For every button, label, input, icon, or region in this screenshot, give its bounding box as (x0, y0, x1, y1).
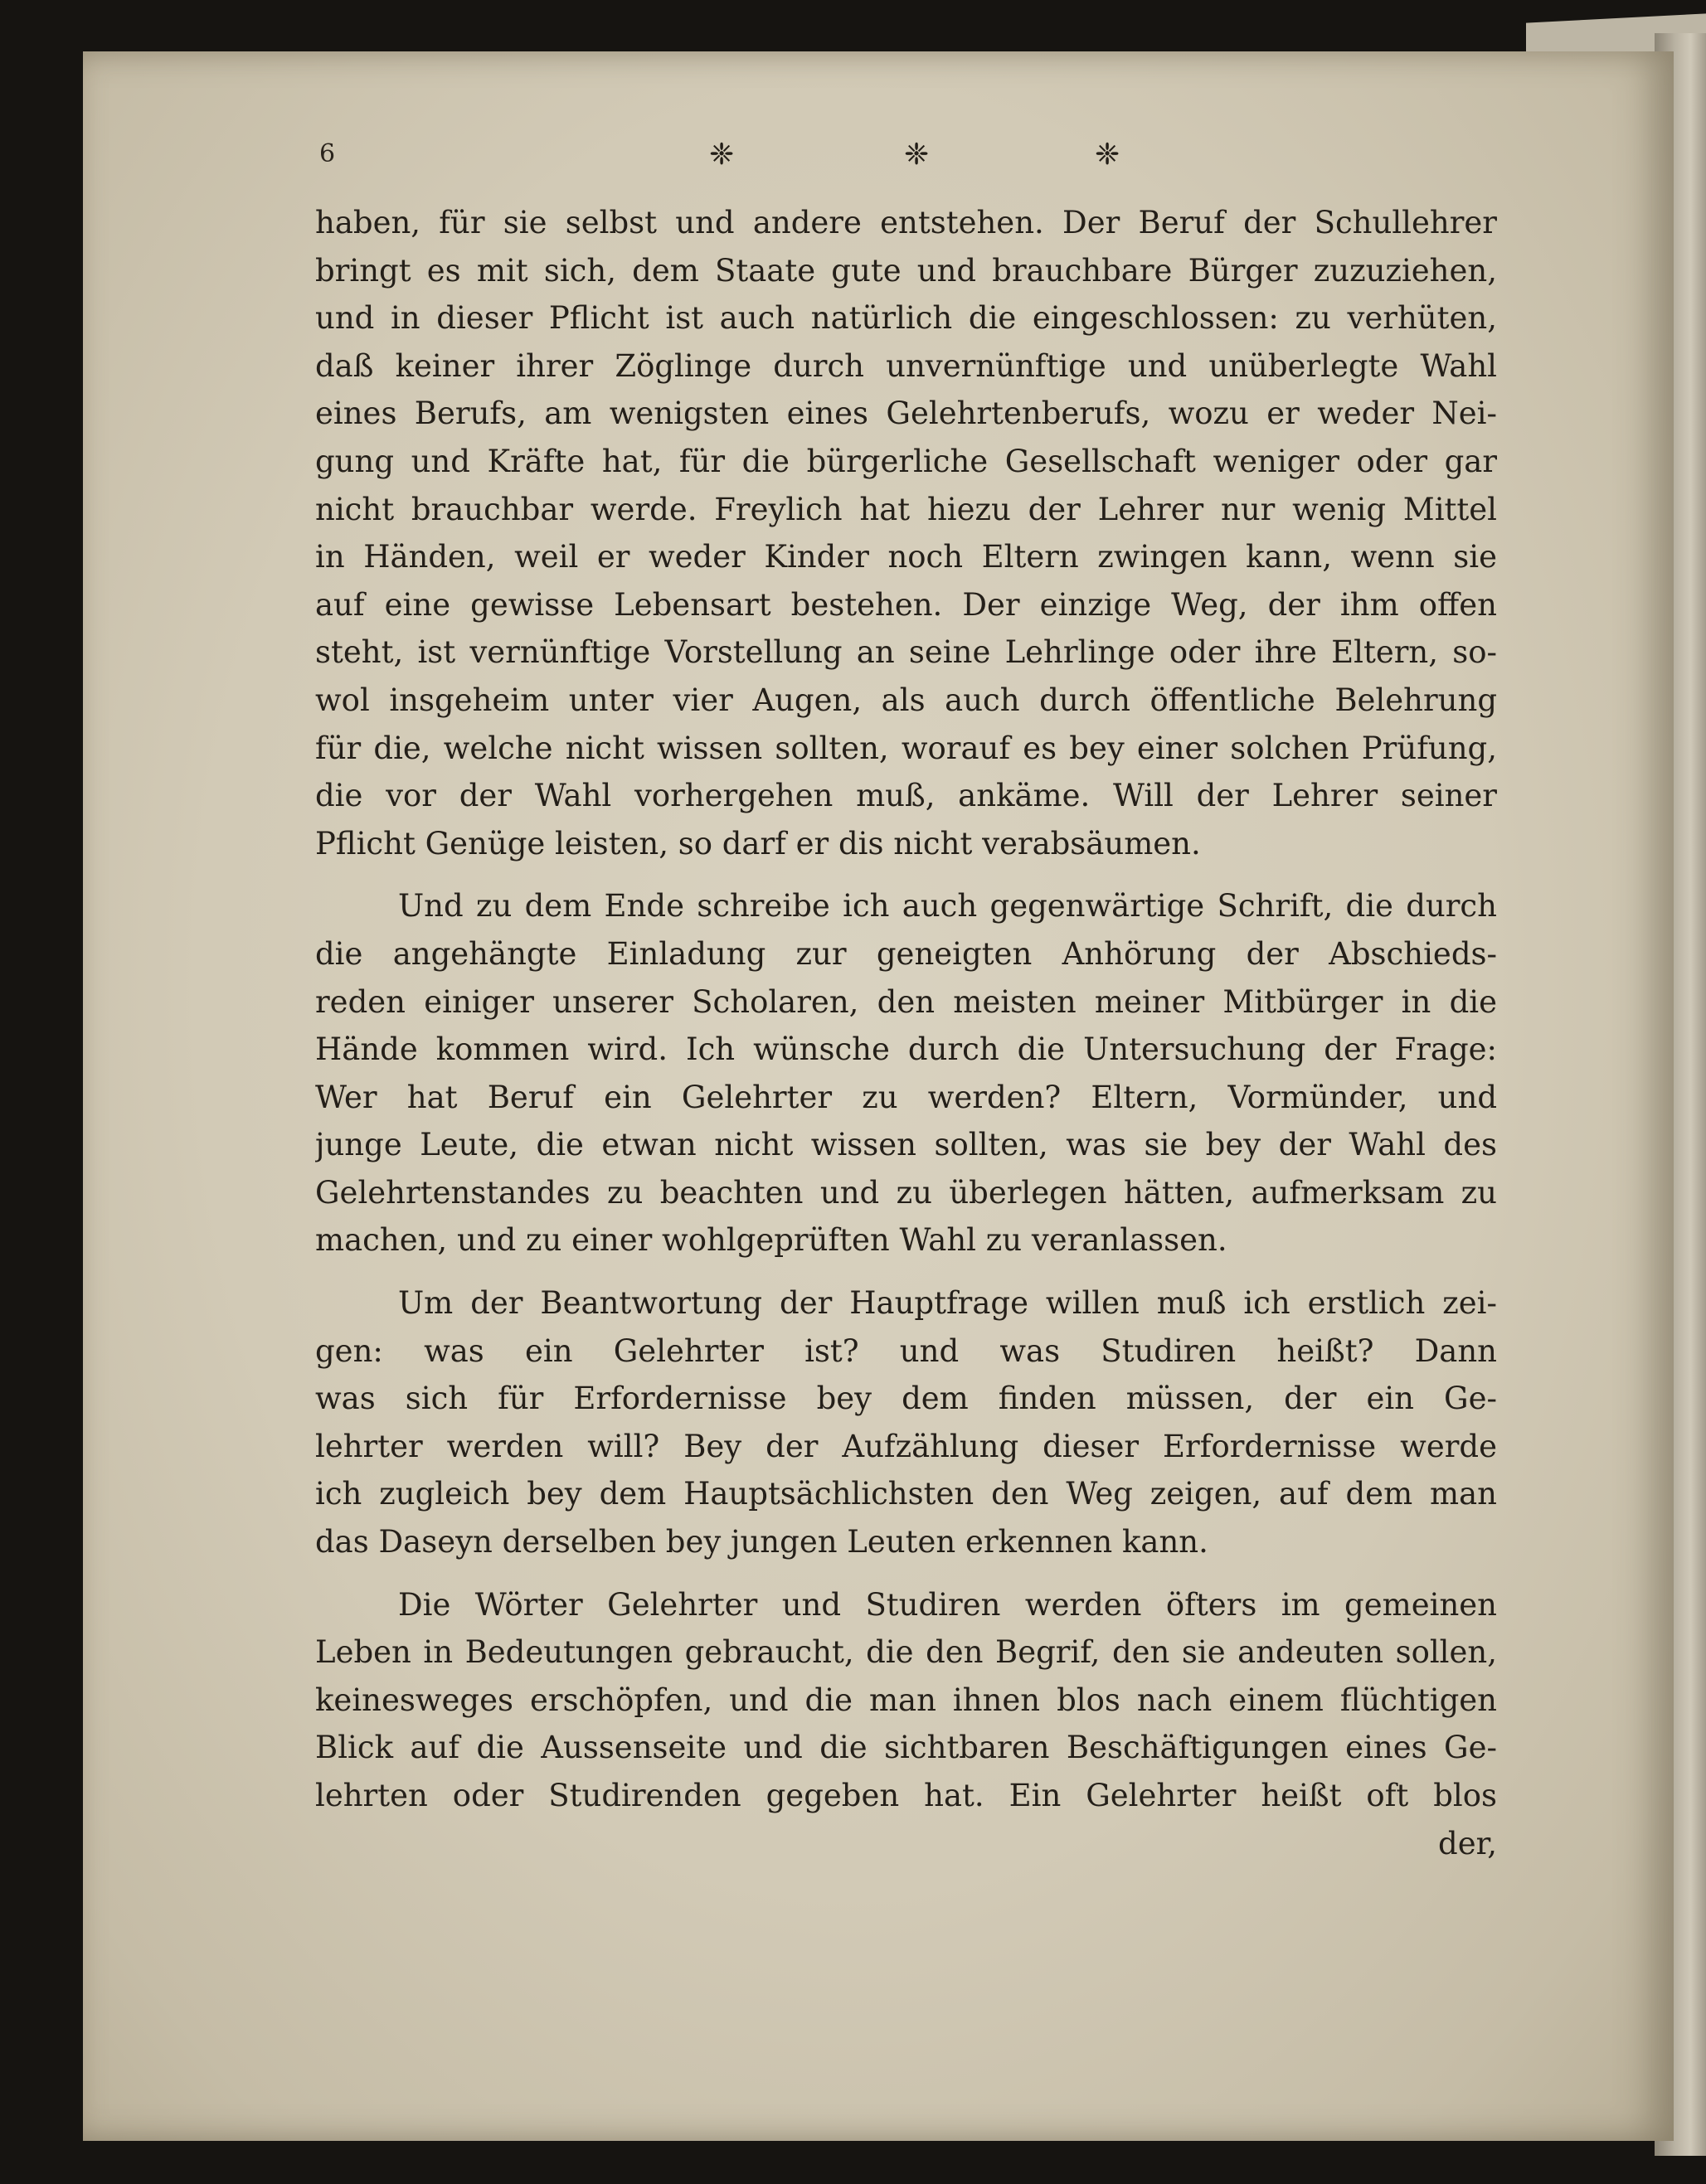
text-line: lehrter werden will? Bey der Aufzählung dieser Erfordernisse werde (315, 1428, 1497, 1464)
text-line: bringt es mit sich, dem Staate gute und brauchbare Bürger zuzuziehen, (315, 252, 1497, 289)
text-line: Hände kommen wird. Ich wünsche durch die Untersuchung der Frage: (315, 1031, 1497, 1068)
text-line: steht, ist vernünftige Vorstellung an seine Lehrlinge oder ihre Eltern, so- (315, 634, 1497, 671)
ornament-1: ❈ (709, 138, 735, 172)
ornament-2: ❈ (904, 138, 930, 172)
text-line: Leben in Bedeutungen gebraucht, die den Begrif, den sie andeuten sollen, (315, 1634, 1497, 1671)
text-line: was sich für Erfordernisse bey dem finden müssen, der ein Ge- (315, 1381, 1497, 1417)
body-text (315, 199, 1497, 1867)
text-line: Und zu dem Ende schreibe ich auch gegenwärtige Schrift, die durch (398, 888, 1497, 925)
page-number: 6 (319, 139, 336, 168)
text-line: ich zugleich bey dem Hauptsächlichsten den Weg zeigen, auf dem man (315, 1476, 1497, 1512)
text-line: gung und Kräfte hat, für die bürgerliche Gesellschaft weniger oder gar (315, 443, 1497, 479)
text-line: Gelehrtenstandes zu beachten und zu überlegen hätten, aufmerksam zu (315, 1174, 1497, 1211)
text-line: die vor der Wahl vorhergehen muß, ankäme. Will der Lehrer seiner (315, 778, 1497, 814)
text-line: haben, für sie selbst und andere entstehen. Der Beruf der Schullehrer (315, 205, 1497, 240)
text-line: das Daseyn derselben bey jungen Leuten erkennen kann. (315, 1524, 1208, 1560)
paragraph-3 (315, 1279, 1497, 1566)
text-line: Pflicht Genüge leisten, so darf er dis nicht verabsäumen. (315, 825, 1201, 861)
page-header (319, 139, 1563, 172)
text-line: lehrten oder Studirenden gegeben hat. Ein Gelehrter heißt oft blos (315, 1778, 1497, 1813)
paragraph-4 (315, 1581, 1497, 1868)
text-line: eines Berufs, am wenigsten eines Gelehrtenberufs, wozu er weder Nei- (315, 396, 1497, 432)
text-line: machen, und zu einer wohlgeprüften Wahl zu veranlassen. (315, 1222, 1227, 1259)
text-line: junge Leute, die etwan nicht wissen sollten, was sie bey der Wahl des (315, 1127, 1497, 1163)
text-line: Um der Beantwortung der Hauptfrage willen muß ich erstlich zei- (398, 1285, 1497, 1322)
text-line: reden einiger unserer Scholaren, den meisten meiner Mitbürger in die (315, 983, 1497, 1020)
text-line: für die, welche nicht wissen sollten, worauf es bey einer solchen Prüfung, (315, 730, 1497, 766)
text-line: Wer hat Beruf ein Gelehrter zu werden? Eltern, Vormünder, und (315, 1079, 1497, 1115)
paragraph-2 (315, 882, 1497, 1264)
text-line: Die Wörter Gelehrter und Studiren werden öfters im gemeinen (398, 1586, 1497, 1623)
text-line: keinesweges erschöpfen, und die man ihnen blos nach einem flüchtigen (315, 1682, 1497, 1718)
text-line: und in dieser Pflicht ist auch natürlich die eingeschlossen: zu verhüten, (315, 300, 1497, 337)
text-line: Blick auf die Aussenseite und die sichtbaren Beschäftigungen eines Ge- (315, 1730, 1497, 1766)
text-line: die angehängte Einladung zur geneigten Anhörung der Abschieds- (315, 935, 1497, 972)
text-line: wol insgeheim unter vier Augen, als auch durch öffentliche Belehrung (315, 682, 1497, 718)
catchword: der, (1438, 1825, 1497, 1861)
text-line: gen: was ein Gelehrter ist? und was Studiren heißt? Dann (315, 1332, 1497, 1369)
text-line: in Händen, weil er weder Kinder noch Eltern zwingen kann, wenn sie (315, 539, 1497, 575)
ornament-3: ❈ (1095, 138, 1120, 172)
text-line: auf eine gewisse Lebensart bestehen. Der einzige Weg, der ihm offen (315, 586, 1497, 623)
text-line: daß keiner ihrer Zöglinge durch unvernünftige und unüberlegte Wahl (315, 347, 1497, 384)
text-line: nicht brauchbar werde. Freylich hat hiezu der Lehrer nur wenig Mittel (315, 491, 1497, 527)
paragraph-1 (315, 199, 1497, 867)
